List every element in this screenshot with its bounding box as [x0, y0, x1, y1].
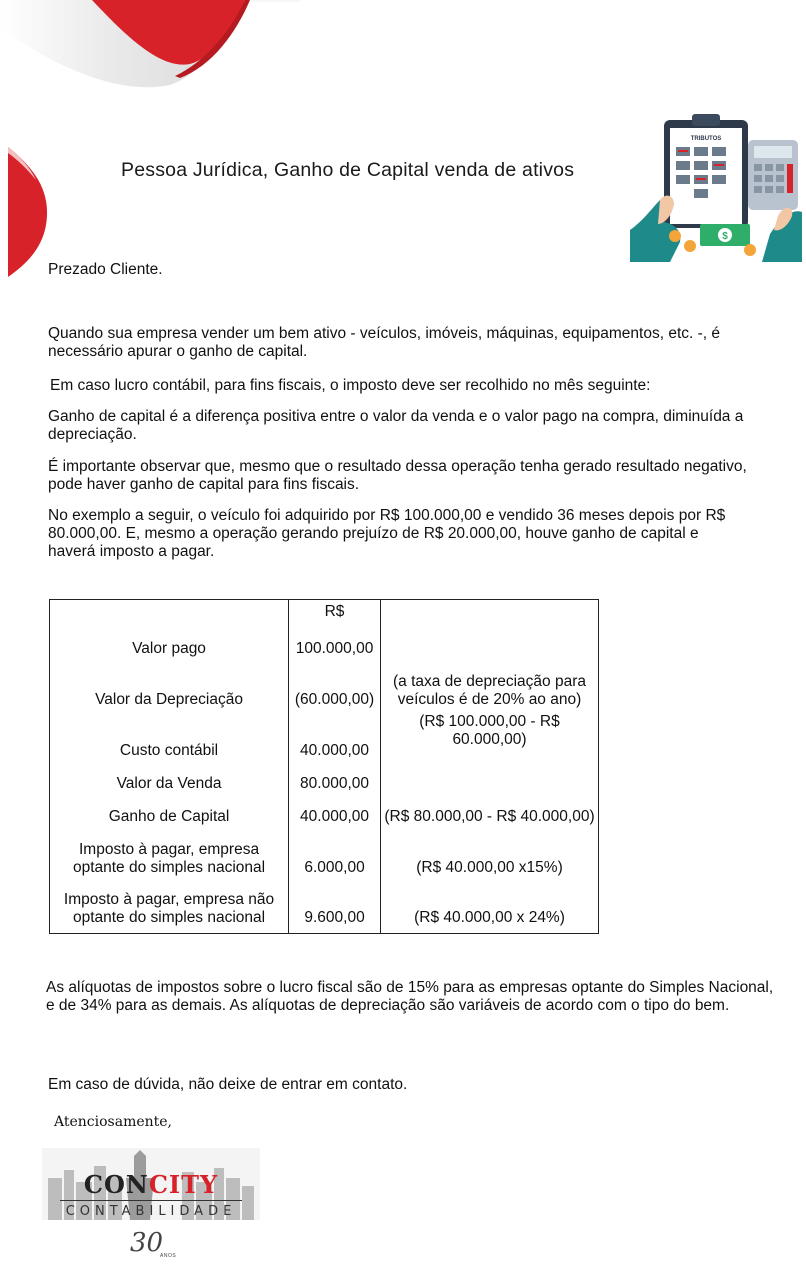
anniversary-number: 30 [130, 1228, 164, 1258]
paragraph-tax-timing: Em caso lucro contábil, para fins fiscais, o imposto deve ser recolhido no mês seguinte: [50, 377, 651, 394]
row-label: Imposto à pagar, empresa optante do simples nacional [50, 828, 289, 879]
logo-rule [60, 1200, 242, 1201]
paragraph-fiscal-note: É importante observar que, mesmo que o resultado dessa operação tenha gerado resultado negativo, pode haver ganho de capital para fins fiscais. [48, 458, 747, 493]
paragraph-tax-rates: As alíquotas de impostos sobre o lucro fiscal são de 15% para as empresas optante do Simples Nacional, e de 34% para as demais. As alíquotas de depreciação são variáveis de acordo com o tipo do bem. [46, 979, 774, 1014]
row-label: Valor da Depreciação [50, 660, 289, 711]
paragraph-capital-gain-definition: Ganho de capital é a diferença positiva entre o valor da venda e o valor pago na compra, diminuída a depreciação. [48, 408, 744, 443]
illustration-label: TRIBUTOS [690, 136, 722, 142]
anniversary-word: ANOS [160, 1253, 177, 1259]
row-value: 40.000,00 [289, 795, 381, 828]
logo-name [42, 1170, 260, 1199]
logo-name-dark: CON [83, 1170, 149, 1199]
anniversary-badge [130, 1228, 180, 1266]
left-red-tab-decoration [0, 145, 50, 280]
table-row [50, 795, 599, 828]
paragraph-example: No exemplo a seguir, o veículo foi adquirido por R$ 100.000,00 e vendido 36 meses depois por R$ 80.000,00. E, mesmo a operação gerando prejuízo de R$ 20.000,00, houve ganho de capital e haverá imposto a pagar. [48, 507, 726, 560]
table-header-currency: R$ [289, 600, 381, 626]
row-note [381, 626, 599, 660]
row-label: Valor da Venda [50, 762, 289, 795]
row-label: Ganho de Capital [50, 795, 289, 828]
row-value: 80.000,00 [289, 762, 381, 795]
svg-text:$: $ [722, 231, 728, 242]
table-row [50, 879, 599, 934]
paragraph-contact: Em caso de dúvida, não deixe de entrar em contato. [48, 1076, 408, 1093]
row-label: Valor pago [50, 626, 289, 660]
row-note: (R$ 80.000,00 - R$ 40.000,00) [384, 807, 595, 825]
logo-subtitle: CONTABILIDADE [65, 1204, 237, 1219]
row-value: 100.000,00 [289, 626, 381, 660]
top-swoosh-decoration [0, 0, 300, 95]
table-header-row [50, 600, 599, 626]
greeting: Prezado Cliente. [48, 261, 163, 278]
row-note: (a taxa de depreciação para veículos é de 20% ao ano) [392, 672, 587, 708]
document-title: Pessoa Jurídica, Ganho de Capital venda de ativos [121, 159, 575, 181]
row-note: (R$ 100.000,00 - R$ 60.000,00) [419, 712, 560, 748]
paragraph-asset-sale: Quando sua empresa vender um bem ativo - veículos, imóveis, máquinas, equipamentos, etc. -, é necessário apurar o ganho de capital. [48, 325, 721, 360]
closing-salutation: Atenciosamente, [54, 1114, 173, 1130]
table-row [50, 711, 599, 762]
table-row [50, 660, 599, 711]
row-value: (60.000,00) [289, 660, 381, 711]
row-note: (R$ 40.000,00 x 24%) [414, 909, 565, 926]
table-row [50, 626, 599, 660]
table-row [50, 762, 599, 795]
row-label: Imposto à pagar, empresa não optante do simples nacional [50, 879, 289, 934]
capital-gain-table [49, 599, 599, 934]
tax-calculator-illustration [630, 112, 802, 262]
row-label: Custo contábil [50, 711, 289, 762]
row-value: 9.600,00 [289, 879, 381, 934]
table-row [50, 828, 599, 879]
row-note: (R$ 40.000,00 x15%) [416, 858, 563, 876]
row-note [381, 762, 599, 795]
row-value: 6.000,00 [289, 828, 381, 879]
logo-name-red: CITY [148, 1170, 219, 1199]
row-value: 40.000,00 [289, 711, 381, 762]
concity-logo [42, 1148, 260, 1268]
